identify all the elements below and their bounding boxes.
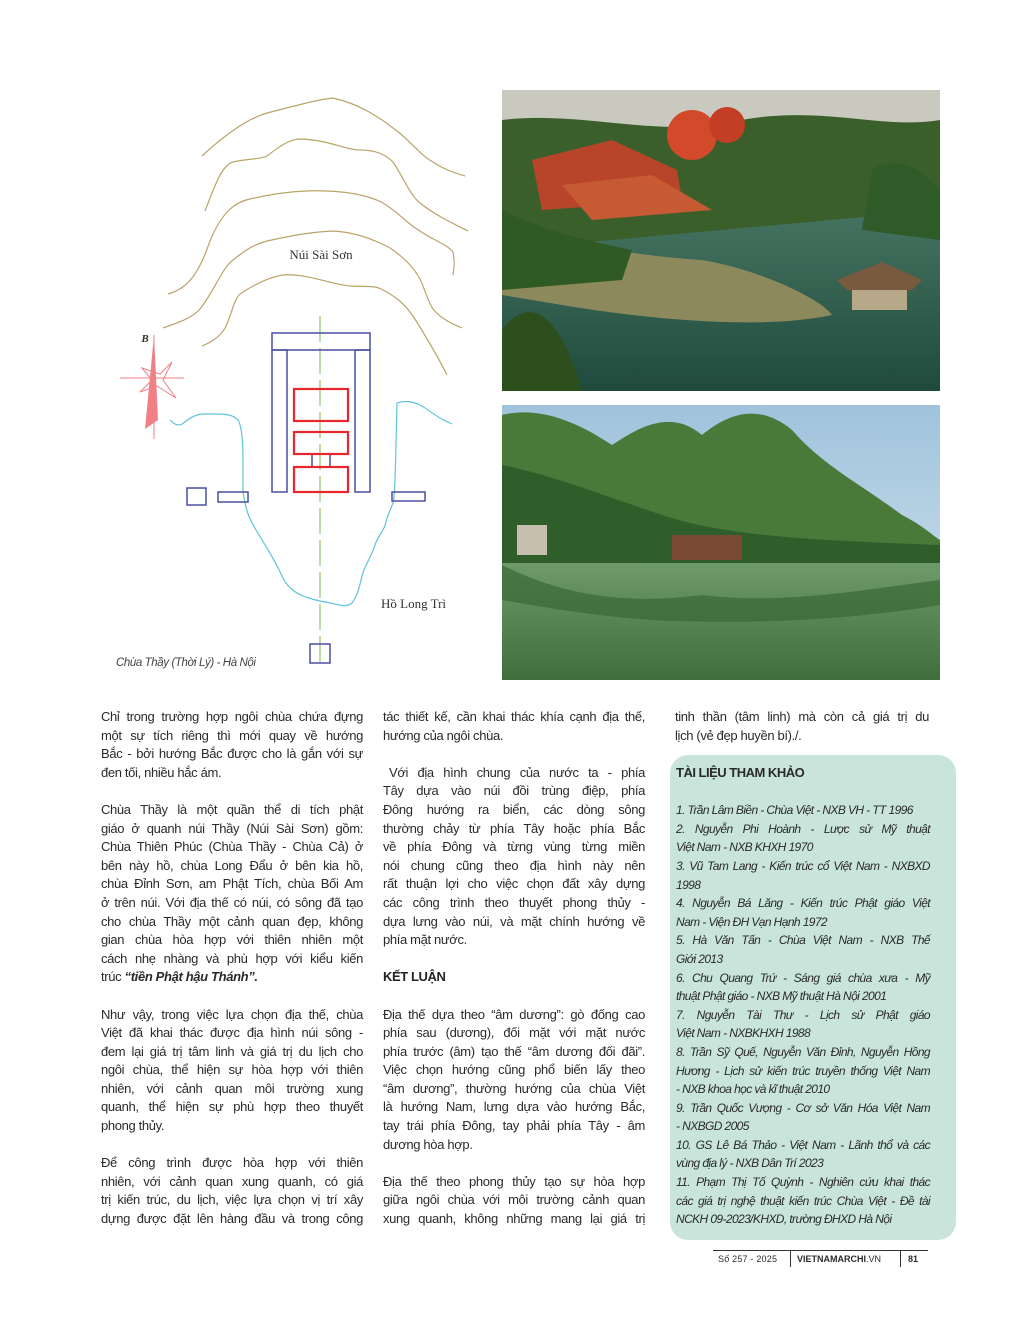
references-list [676,764,930,1229]
text-line: dựng được đặt lên hàng đầu và trong công [101,1211,363,1227]
reference-line: 11. Phạm Thị Tố Quỳnh - Nghiên cứu khai thác [676,1175,930,1190]
text-line: đem lại giá trị tâm linh và giá trị du lịch cho [101,1043,363,1059]
reference-line: 5. Hà Văn Tấn - Chùa Việt Nam - NXB Thế [676,933,930,948]
left-square-building [187,488,206,505]
text-line: cho chùa Thầy một cảnh quan đẹp, không [101,913,363,929]
text-line: Việc chọn hướng cũng phổ biến lấy theo [383,1062,645,1078]
reference-line: 1. Trần Lâm Biền - Chùa Việt - NXB VH - TT 1996 [676,803,913,818]
right-wing-block [355,350,370,492]
reference-line: Hương - Lịch sử kiến trúc truyền thống Việt Nam [676,1063,930,1078]
text-line: Với địa hình chung của nước ta - phía [389,764,645,780]
reference-line: 6. Chu Quang Trứ - Sáng giá chùa xưa - Mỹ [676,970,930,985]
contour-line [205,139,468,231]
text-line: “âm dương”, thường hướng của chùa Việt [383,1080,645,1096]
north-label: B [141,333,149,345]
main-hall [294,467,348,492]
text-line: nhiên, với cảnh quan môi trường xung [101,1080,363,1096]
text-line: nhiên, với cảnh quan xung quanh, có giá [101,1173,363,1189]
reference-line: 1998 [676,877,701,892]
site-name-bold: VIETNAMARCHI [797,1254,866,1264]
left-wing-block [272,350,287,492]
contour-line [202,98,465,176]
text-line: Chỉ trong trường hợp ngôi chùa chứa đựng [101,709,363,724]
reference-line: các giá trị nghệ thuật kiến trúc Chùa Việt - Đề tài [676,1193,930,1208]
text-line: chùa Đỉnh Sơn, am Phật Tích, chùa Bối Am [101,876,363,892]
reference-line: 8. Trần Sỹ Quế, Nguyễn Văn Đỉnh, Nguyễn Hồng [676,1044,930,1059]
text-line: hướng của ngôi chùa. [383,727,504,743]
page-number: 81 [908,1254,919,1264]
text-line: các công trình theo thuyết phong thủy - [383,894,645,910]
section-heading: KẾT LUẬN [383,969,446,985]
reference-line: 2. Nguyễn Phi Hoành - Lược sử Mỹ thuật [676,821,930,836]
text-line: giáo ở quanh núi Thầy (Núi Sài Sơn) gồm: [101,820,363,836]
text-line: trị kiến trúc, du lịch, việc lựa chọn vị trí xây [101,1192,363,1208]
text-line: nói chung cũng theo địa hình này nên [383,857,645,873]
right-bridge-building [392,492,425,501]
temple-pavilion-on-lake-photo [502,90,940,391]
contour-line [202,275,447,375]
reference-line: Việt Nam - NXBKHXH 1988 [676,1026,811,1041]
reference-line: 4. Nguyễn Bá Lăng - Kiến trúc Phật giáo Việt [676,896,930,911]
text-line: Đông hướng ra biển, các dòng sông [383,801,645,817]
site-name-suffix: .VN [866,1254,882,1264]
text-line: dương hòa hợp. [383,1136,473,1152]
site-plan-diagram [0,0,500,690]
contour-line [168,191,454,294]
text-line: thường chảy từ phía Tây hoặc phía Bắc [383,820,645,836]
issue-number: Số 257 - 2025 [718,1254,778,1264]
small-connector-block [312,454,330,467]
lake-label: Hồ Long Trì [381,596,447,611]
text-line [101,968,363,987]
figure-caption: Chùa Thầy (Thời Lý) - Hà Nội [116,657,256,669]
text-line: Địa thế dựa theo “âm dương”: gò đống cao [383,1006,645,1022]
reference-line: NCKH 09-2023/KHXD, trường ĐHXD Hà Nội [676,1212,892,1227]
reference-line: Giới 2013 [676,951,723,966]
text-line: Để công trình được hòa hợp với thiên [101,1155,363,1171]
text-line: về phía Đông và từng vùng từng miền [383,839,645,855]
text-line: bên này hồ, chùa Long Đẩu ở bên kia hồ, [101,857,363,873]
text-line: tác thiết kế, cần khai thác khía cạnh địa thế, [383,709,645,724]
text-line: lịch (vẻ đẹp huyền bí)./. [675,727,802,743]
site-name[interactable] [797,1254,881,1264]
references-title: TÀI LIỆU THAM KHẢO [676,765,805,780]
text-line: phía sau (dương), đối mặt với mặt nước [383,1025,645,1041]
main-hall [294,432,348,454]
text-line: một sự tích riêng thì mới quay về hướng [101,727,363,743]
text-line: cách nhẹ nhàng và phù hợp với kiểu kiến [101,950,363,966]
lake-and-mountain-photo [502,405,940,680]
text-line: dựa lưng vào núi, và mặt chính hướng về [383,913,645,929]
text-line: quanh, thể hiện sự phù hợp theo thuyết [101,1099,363,1115]
text-line: phía mặt nước. [383,932,467,948]
text-line: Việt đã khai thác được địa hình núi sông - [101,1025,363,1041]
reference-line: 7. Nguyễn Tài Thư - Lịch sử Phật giáo [676,1007,930,1022]
reference-line: 9. Trần Quốc Vượng - Cơ sở Văn Hóa Việt Nam [676,1100,930,1115]
text-line: Bắc - bởi hướng Bắc được cho là gắn với sự [101,746,363,762]
text-line: ở trên núi. Với địa thế có núi, có sông đã tạo [101,894,363,910]
text-line: đen tối, nhiều hắc ám. [101,764,222,780]
reference-line: 10. GS Lê Bá Thảo - Việt Nam - Lãnh thổ và các [676,1137,930,1152]
text-line: tinh thần (tâm linh) mà còn cả giá trị du [675,709,929,724]
text-line: rất thuận lợi cho việc chọn đất xây dựng [383,876,645,892]
text-line: là hướng Nam, lưng dựa vào hướng Bắc, [383,1099,645,1115]
article-column-1 [101,708,363,1229]
page-footer [713,1250,928,1267]
text-line: phía trước (âm) tạo thế “âm dương đối đãi”. [383,1043,645,1059]
mountain-label: Núi Sài Sơn [289,247,353,262]
text-line: Địa thế theo phong thủy tạo sự hòa hợp [383,1173,645,1189]
reference-line: - NXB khoa học và kĩ thuật 2010 [676,1082,830,1097]
text-line: Như vậy, trong việc lựa chọn địa thế, chùa [101,1006,363,1022]
emphasized-term: “tiền Phật hậu Thánh”. [124,969,258,985]
reference-line: Nam - Viện ĐH Vạn Hạnh 1972 [676,914,828,929]
temple-outline [187,333,425,663]
text-line: Tây dựa vào núi đồi trùng điệp, phía [383,783,645,799]
text-fragment: trúc [101,969,125,985]
text-line: tay trái phía Đông, tay phải phía Tây - âm [383,1118,645,1134]
text-line: Chùa Thầy là một quần thể di tích phật [101,801,363,817]
text-line: xung quanh, không những mang lại giá trị [383,1211,645,1227]
main-halls [294,389,348,492]
article-column-3 [675,708,929,745]
text-line: ngôi chùa, thể hiện sự hòa hợp với thiên [101,1062,363,1078]
text-line: gian chùa hòa hợp với thiên nhiên một [101,932,363,948]
text-line: phong thủy. [101,1118,165,1134]
reference-line: 3. Vũ Tam Lang - Kiến trúc cổ Việt Nam - NXBXD [676,858,930,873]
article-column-2 [383,708,645,1229]
reference-line: vùng địa lý - NXB Dân Trí 2023 [676,1156,824,1171]
text-line: Chùa Thiên Phúc (Chùa Thầy - Chùa Cả) ở [101,839,363,855]
main-hall [294,389,348,421]
reference-line: Việt Nam - NXB KHXH 1970 [676,840,813,855]
reference-line: thuật Phật giáo - NXB Mỹ thuật Hà Nội 2001 [676,989,887,1004]
reference-line: - NXBGD 2005 [676,1119,749,1134]
front-gate-block [272,333,370,350]
text-line: giữa ngôi chùa với môi trường cảnh quan [383,1192,645,1208]
